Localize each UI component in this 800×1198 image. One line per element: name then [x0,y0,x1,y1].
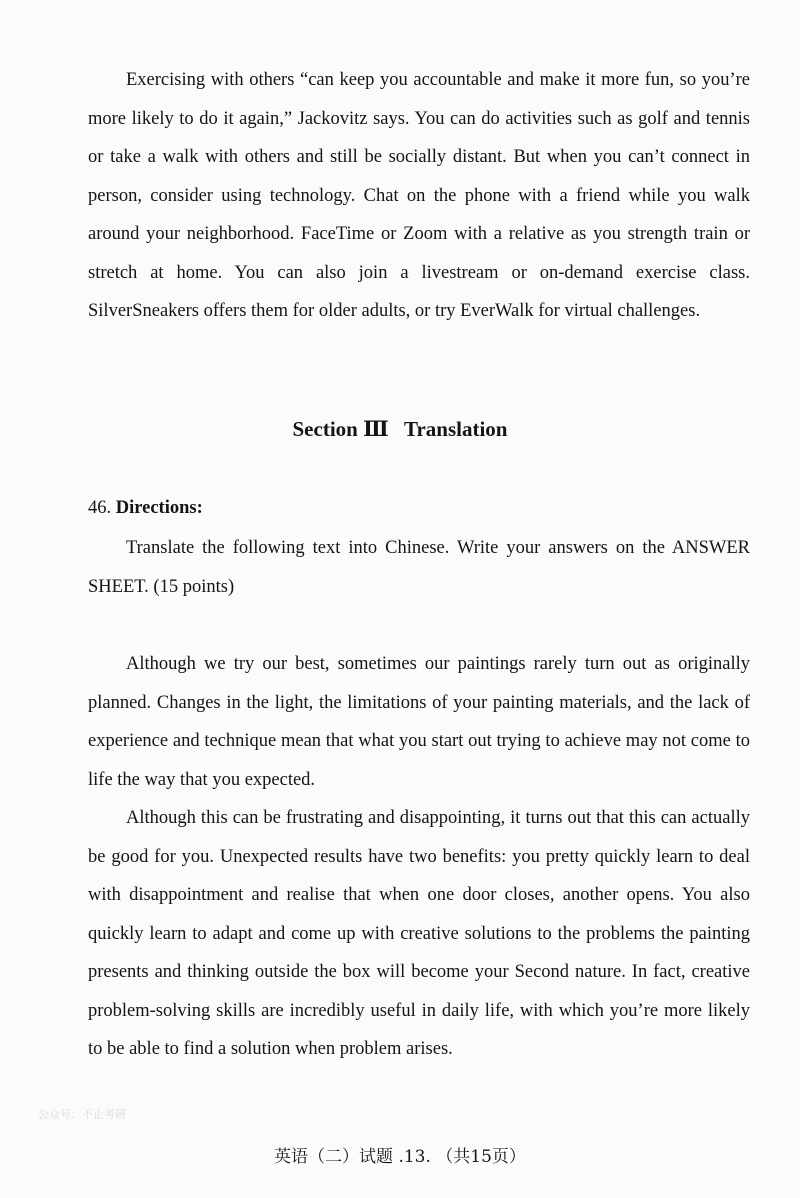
question-number: 46. [88,498,112,518]
question-header [88,493,203,523]
translation-paragraph-2: Although this can be frustrating and disappointing, it turns out that this can actually be good for you. Unexpected results have two benefits: you pretty quickly learn to deal with disappointment and realise that when one door closes, another opens. You also quickly learn to adapt and come up with creative solutions to the problems the painting presents and thinking outside the box will become your Second nature. In fact, creative problem-solving skills are incredibly useful in daily life, with which you’re more likely to be able to find a solution when problem arises. [88,808,750,1059]
reading-paragraph: Exercising with others “can keep you accountable and make it more fun, so you’re more likely to do it again,” Jackovitz says. You can do activities such as golf and tennis or take a walk with others and still be socially distant. But when you can’t connect in person, consider using technology. Chat on the phone with a friend while you walk around your neighborhood. FaceTime or Zoom with a relative as you strength train or stretch at home. You can also join a livestream or on-demand exercise class. SilverSneakers offers them for older adults, or try EverWalk for virtual challenges. [88,70,750,321]
directions-heading: Directions: [115,498,203,518]
watermark: 公众号：不止考研 [38,1108,126,1121]
translation-paragraph-1: Although we try our best, sometimes our paintings rarely turn out as originally planned. Changes in the light, the limitations of your painting materials, and the lack of experience and technique mean that what you start out trying to achieve may not come to life the way that you expected. [88,654,750,790]
directions-instruction: Translate the following text into Chinese. Write your answers on the ANSWER SHEET. (15 points) [88,538,750,597]
page-footer: 英语（二）试题 .13. （共15页） [274,1147,526,1167]
section-title: Section Ⅲ Translation [292,417,508,441]
